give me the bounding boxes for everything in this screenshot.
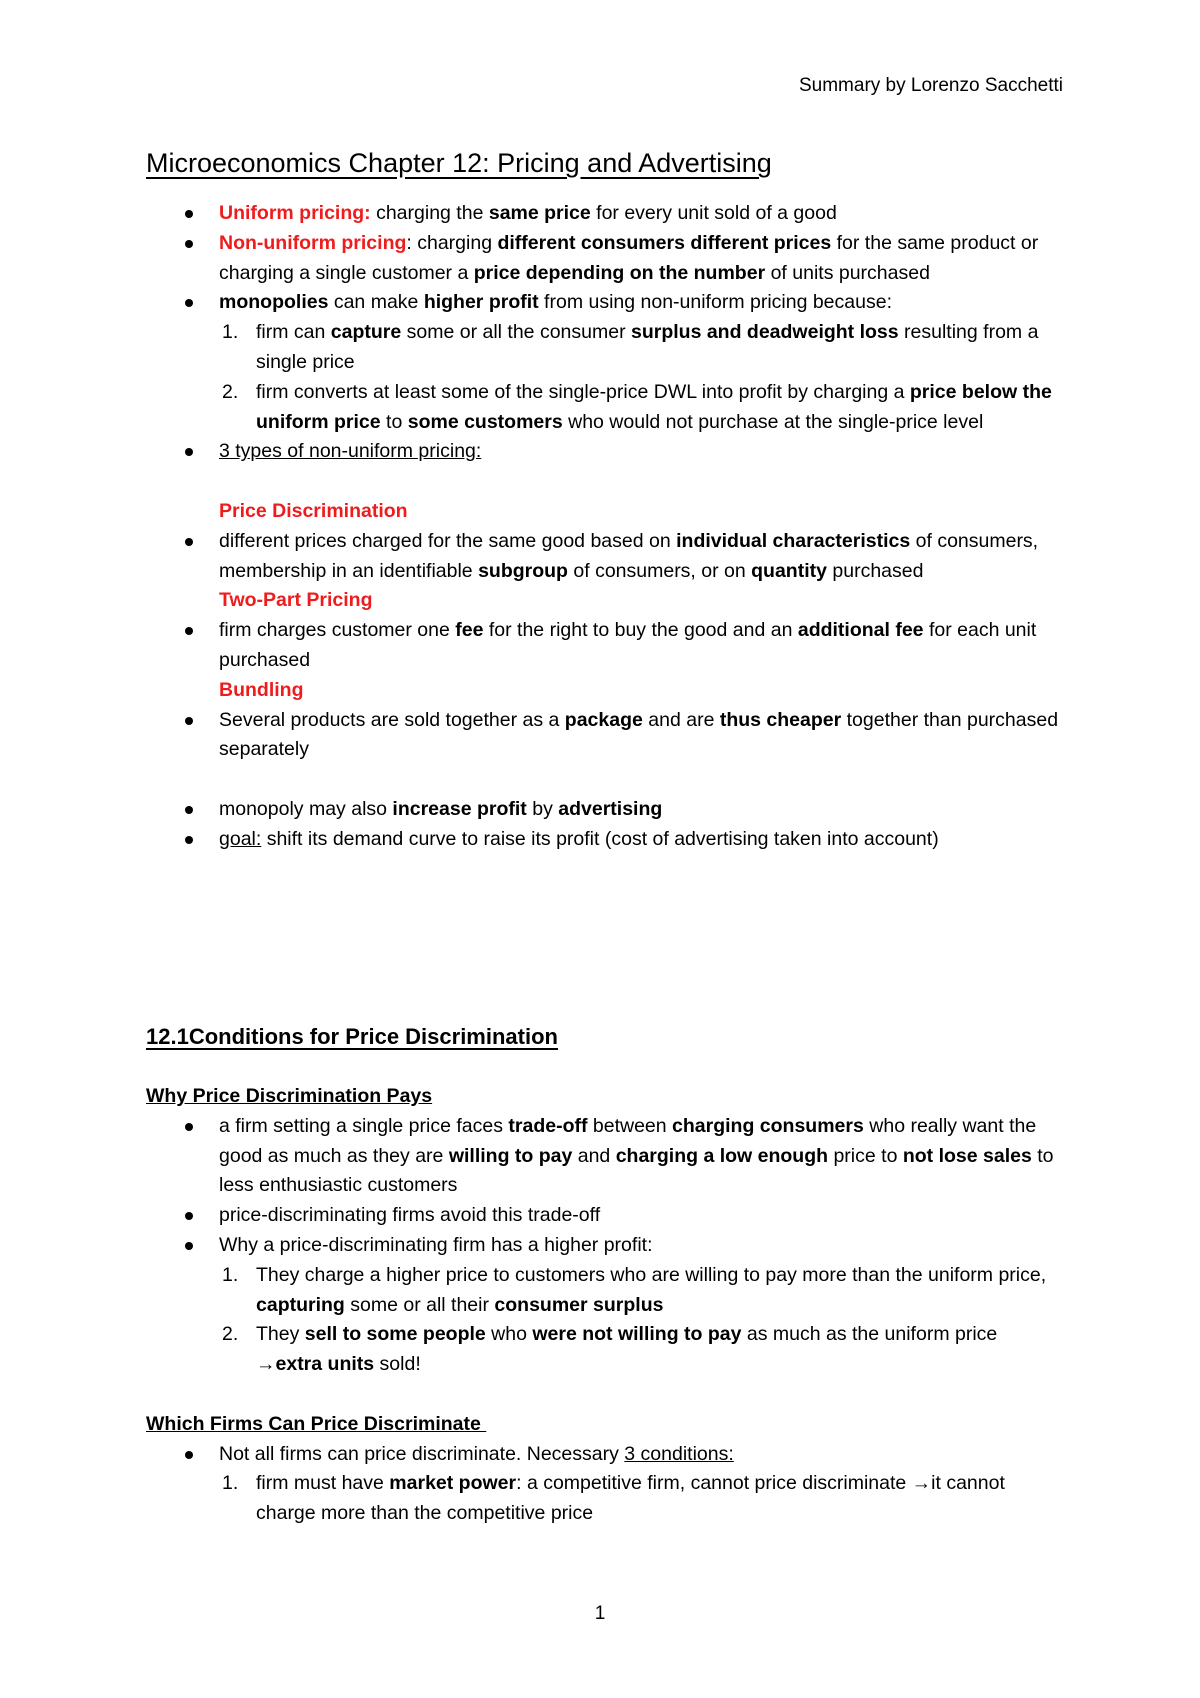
section-heading: 12.1Conditions for Price Discrimination xyxy=(146,1024,558,1049)
list-item: Why a price-discriminating firm has a higher profit: xyxy=(146,1231,1066,1261)
subheading-two-part-pricing: Two-Part Pricing xyxy=(219,589,373,612)
subheading-price-discrimination: Price Discrimination xyxy=(219,499,408,522)
numbered-item: 1. firm can capture some or all the consumer surplus and deadweight loss resulting from a single price xyxy=(222,321,1039,373)
list-item: goal: shift its demand curve to raise its profit (cost of advertising taken into account) xyxy=(146,825,1066,855)
numbered-item: 2. firm converts at least some of the single-price DWL into profit by charging a price below the uniform price to some customers who would not purchase at the single-price level xyxy=(222,380,1052,433)
author-header: Summary by Lorenzo Sacchetti xyxy=(798,75,1063,96)
subsection-heading-why: Why Price Discrimination Pays xyxy=(146,1085,433,1107)
list-item: monopolies can make higher profit from using non-uniform pricing because: xyxy=(146,288,1066,318)
page-title: Microeconomics Chapter 12: Pricing and Advertising xyxy=(146,148,772,178)
subsection-heading-which: Which Firms Can Price Discriminate xyxy=(146,1412,487,1435)
list-item: Uniform pricing: charging the same price for every unit sold of a good xyxy=(146,199,1066,229)
list-item: a firm setting a single price faces trade-off between charging consumers who really want the good as much as they are willing to pay and charging a low enough price to not lose sales to less enthusiastic customers xyxy=(146,1112,1066,1201)
list-item: 3 types of non-uniform pricing: xyxy=(146,437,1066,467)
list-item: price-discriminating firms avoid this trade-off xyxy=(146,1201,1066,1231)
list-item: Several products are sold together as a package and are thus cheaper together than purchased separately xyxy=(146,706,1066,766)
intro-list xyxy=(146,199,1066,855)
numbered-item: 1. firm must have market power: a competitive firm, cannot price discriminate →it cannot charge more than the competitive price xyxy=(222,1472,1005,1525)
numbered-item: 1. They charge a higher price to customers who are willing to pay more than the uniform price, capturing some or all their consumer surplus xyxy=(222,1263,1047,1316)
subheading-bundling: Bundling xyxy=(219,678,304,701)
list-item: different prices charged for the same good based on individual characteristics of consumers, membership in an identifiable subgroup of consumers, or on quantity purchased xyxy=(146,527,1066,587)
numbered-item: 2. They sell to some people who were not willing to pay as much as the uniform price →extra units sold! xyxy=(222,1323,998,1376)
section-content xyxy=(146,1082,1066,1529)
list-item: Non-uniform pricing: charging different consumers different prices for the same product or charging a single customer a price depending on the number of units purchased xyxy=(146,229,1066,289)
list-item: Not all firms can price discriminate. Necessary 3 conditions: xyxy=(146,1440,1066,1470)
page-number: 1 xyxy=(594,1603,606,1624)
list-item: firm charges customer one fee for the right to buy the good and an additional fee for each unit purchased xyxy=(146,616,1066,676)
list-item: monopoly may also increase profit by advertising xyxy=(146,795,1066,825)
